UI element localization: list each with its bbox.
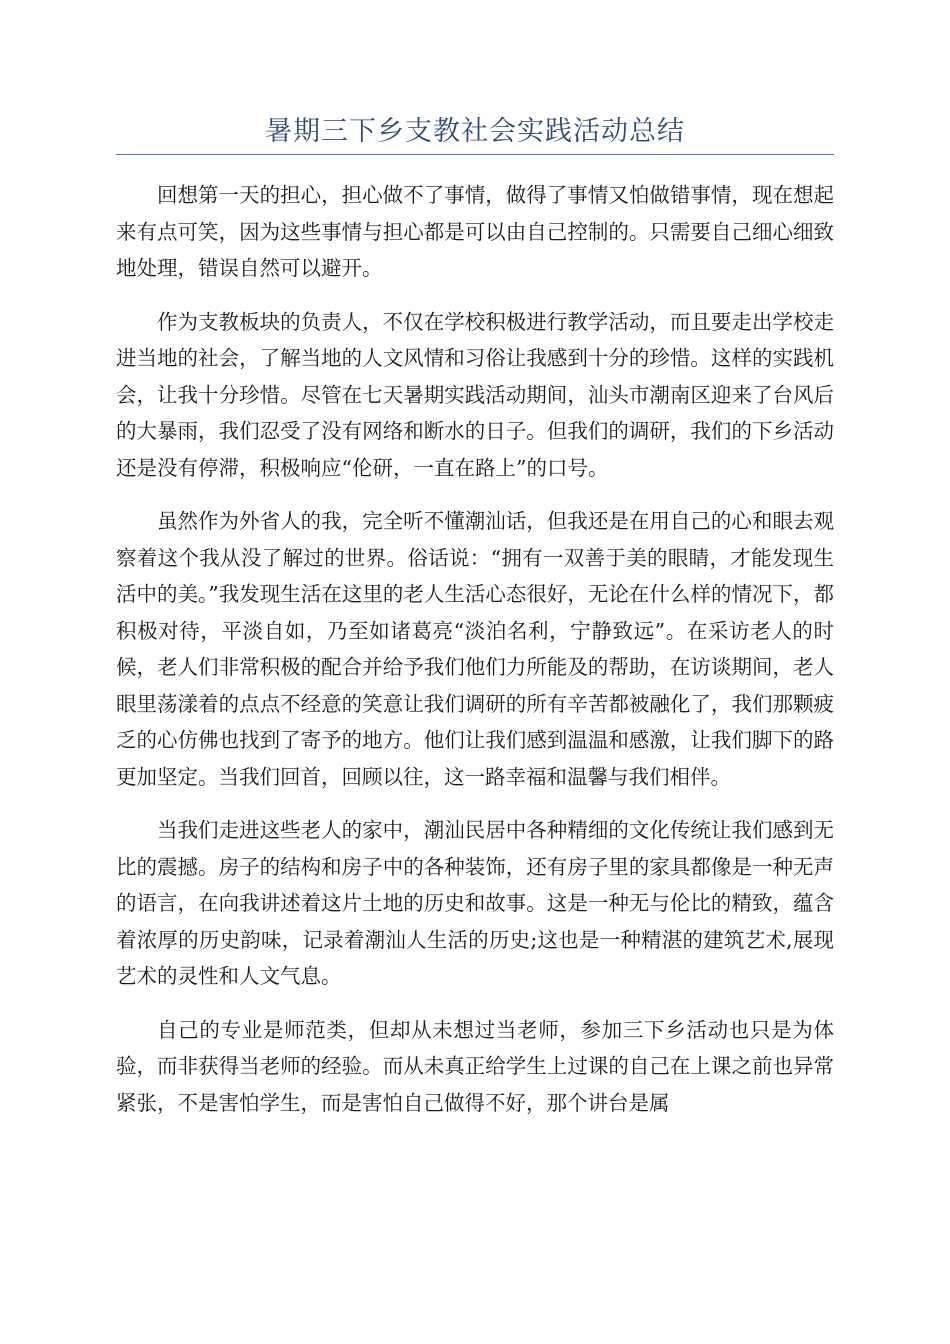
paragraph-1: 回想第一天的担心，担心做不了事情，做得了事情又怕做错事情，现在想起来有点可笑，因为这些事情与担心都是可以由自己控制的。只需要自己细心细致地处理，错误自然可以避开。 bbox=[116, 183, 834, 280]
paragraph-5: 自己的专业是师范类，但却从未想过当老师，参加三下乡活动也只是为体验，而非获得当老师的经验。而从未真正给学生上过课的自己在上课之前也异常紧张，不是害怕学生，而是害怕自己做得不好，那个讲台是属 bbox=[116, 1017, 834, 1115]
document-title: 暑期三下乡支教社会实践活动总结 bbox=[265, 116, 685, 147]
paragraph-2: 作为支教板块的负责人，不仅在学校积极进行教学活动，而且要走出学校走进当地的社会，了解当地的人文风情和习俗让我感到十分的珍惜。这样的实践机会，让我十分珍惜。尽管在七天暑期实践活动期间，汕头市潮南区迎来了台风后的大暴雨，我们忍受了没有网络和断水的日子。但我们的调研，我们的下乡活动还是没有停滞，积极响应“伦研，一直在路上”的口号。 bbox=[116, 309, 834, 480]
paragraph-4: 当我们走进这些老人的家中，潮汕民居中各种精细的文化传统让我们感到无比的震撼。房子的结构和房子中的各种装饰，还有房子里的家具都像是一种无声的语言，在向我讲述着这片土地的历史和故事。这是一种无与伦比的精致，蕴含着浓厚的历史韵味，记录着潮汕人生活的历史;这也是一种精湛的建筑艺术,展现艺术的灵性和人文气息。 bbox=[116, 818, 834, 988]
title-underline bbox=[116, 154, 834, 155]
document-body bbox=[116, 177, 834, 1138]
paragraph-3: 虽然作为外省人的我，完全听不懂潮汕话，但我还是在用自己的心和眼去观察着这个我从没了解过的世界。俗话说：“拥有一双善于美的眼睛，才能发现生活中的美。”我发现生活在这里的老人生活心态很好，无论在什么样的情况下，都积极对待，平淡自如，乃至如诸葛亮“淡泊名利，宁静致远”。在采访老人的时候，老人们非常积极的配合并给予我们他们力所能及的帮助，在访谈期间，老人眼里荡漾着的点点不经意的笑意让我们调研的所有辛苦都被融化了，我们那颗疲乏的心仿佛也找到了寄予的地方。他们让我们感到温温和感激，让我们脚下的路更加坚定。当我们回首，回顾以往，这一路幸福和温馨与我们相伴。 bbox=[116, 509, 834, 789]
